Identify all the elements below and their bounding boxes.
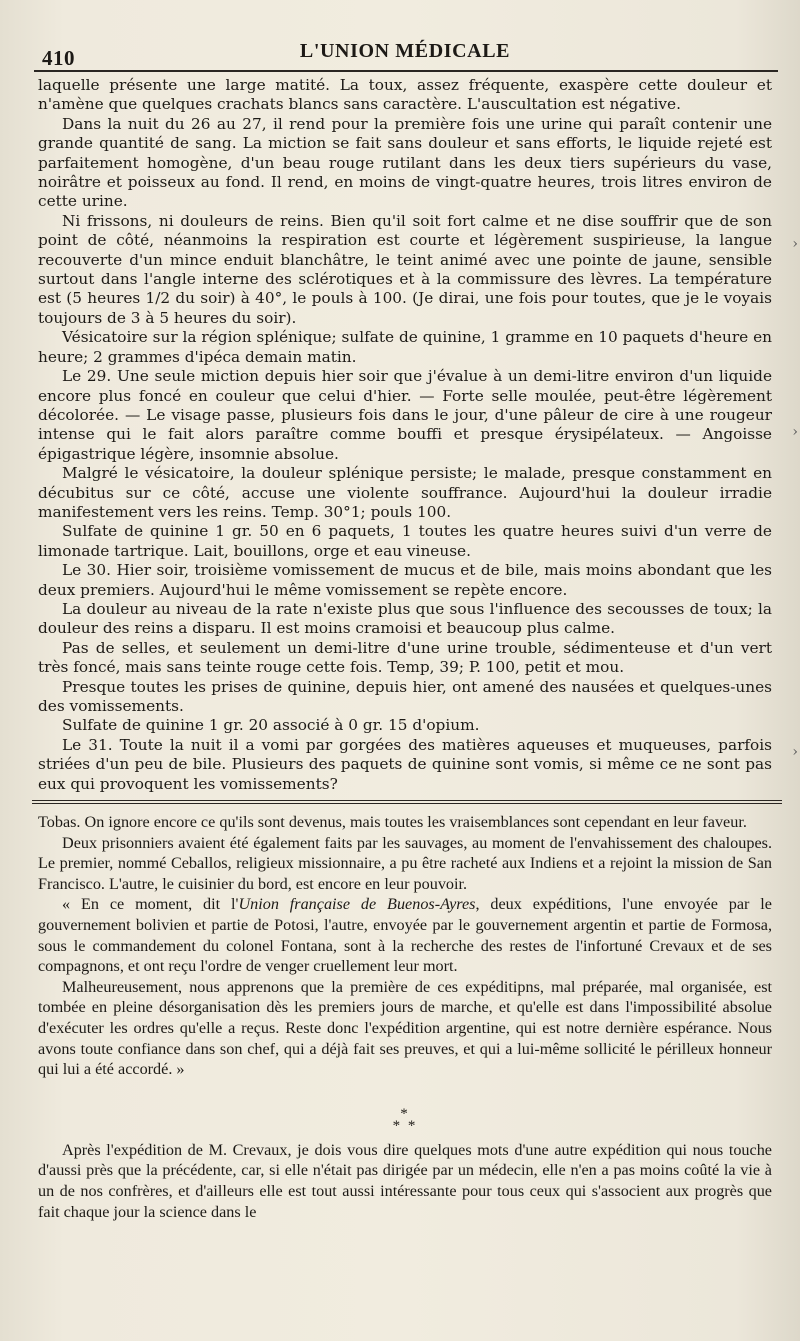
newspaper-title: Union française de Buenos-Ayres [238,895,476,914]
running-title: L'UNION MÉDICALE [299,40,511,62]
paragraph: Tobas. On ignore encore ce qu'ils sont devenus, mais toutes les vraisemblances sont cependant en leur faveur. [38,813,747,832]
paragraph: Le 29. Une seule miction depuis hier soir que j'évalue à un demi-litre environ d'un liquide encore plus foncé en couleur que celui d'hier. — Forte selle moulée, peut-être légèrement décolorée. — Le visage passe, plusieurs fois dans le jour, d'une pâleur de cire à une rougeur intense qui le fait alors paraître comme bouffi et presque érysipélateux. — Angoisse épigastrique légère, insomnie absolue. [38,367,772,463]
header-rule [34,70,778,72]
paragraph: Ni frissons, ni douleurs de reins. Bien qu'il soit fort calme et ne dise souffrir que de son point de côté, néanmoins la respiration est courte et légèrement suspirieuse, la langue recouverte d'un mince enduit blanchâtre, le teint animé avec une pointe de jaune, sensible surtout dans l'angle interne des sclérotiques et à la commissure des lèvres. La température est (5 heures 1/2 du soir) à 40°, le pouls à 100. (Je dirai, une fois pour toutes, que je le voyais toujours de 3 à 5 heures du soir). [38,211,772,327]
quoted-paragraph: « En ce moment, dit l'Union française de Buenos-Ayres, deux expéditions, l'une envoyée par le gouvernement bolivien et partie de Potosi, l'autre, envoyée par le gouvernement argentin et partie de Formosa, sous le commandement du colonel Fontana, sont à la recherche des restes de l'infortuné Crevaux et de ses compagnons, et ont reçu l'ordre de venger cruellement leur mort. [38,895,772,976]
paragraph: Dans la nuit du 26 au 27, il rend pour la première fois une urine qui paraît contenir une grande quantité de sang. La miction se fait sans douleur et sans efforts, le liquide rejeté est parfaitement homogène, d'un beau rouge rutilant dans les deux tiers supérieurs du vase, noirâtre et poisseux au fond. Il rend, en moins de vingt-quatre heures, trois litres environ de cette urine. [38,114,772,211]
paragraph: Vésicatoire sur la région splénique; sulfate de quinine, 1 gramme en 10 paquets d'heure en heure; 2 grammes d'ipéca demain matin. [38,328,772,366]
page-number: 410 [42,46,75,70]
clinical-case-column [38,76,772,794]
margin-mark: › [792,424,798,440]
paragraph: Sulfate de quinine 1 gr. 50 en 6 paquets, 1 toutes les quatre heures suivi d'un verre de limonade tartrique. Lait, bouillons, orge et eau vineuse. [38,522,772,560]
paragraph: Malgré le vésicatoire, la douleur splénique persiste; le malade, presque constamment en décubitus sur ce côté, accuse une violente souffrance. Aujourd'hui la douleur irradie manifestement vers les reins. Temp. 30°1; pouls 100. [38,464,772,521]
margin-mark: › [792,236,798,252]
paragraph: Pas de selles, et seulement un demi-litre d'une urine trouble, sédimenteuse et d'un vert très foncé, mais sans teinte rouge cette fois. Temp, 39; P. 100, petit et mou. [38,638,772,677]
asterism: * * * [392,1105,418,1134]
paragraph: Sulfate de quinine 1 gr. 20 associé à 0 gr. 15 d'opium. [62,716,480,735]
feuilleton-column [38,812,772,1222]
paragraph: Deux prisonniers avaient été également faits par les sauvages, au moment de l'envahissement des chaloupes. Le premier, nommé Ceballos, religieux missionnaire, a pu être racheté aux Indiens et a rejoint la mission de San Francisco. L'autre, le cuisinier du bord, est encore en leur pouvoir. [38,833,772,893]
margin-mark: › [792,744,798,760]
paragraph: La douleur au niveau de la rate n'existe plus que sous l'influence des secousses de toux; la douleur des reins a disparu. Il est moins cramoisi et beaucoup plus calme. [38,599,772,638]
paragraph: Presque toutes les prises de quinine, depuis hier, ont amené des nausées et quelques-unes des vomissements. [38,677,772,715]
paragraph: Après l'expédition de M. Crevaux, je dois vous dire quelques mots d'une autre expédition qui nous touche d'aussi près que la précédente, car, si elle n'était pas dirigée par un médecin, elle n'en a pas moins coûté la vie à un de nos confrères, et d'ailleurs elle est tout aussi intéressante pour tous ceux qui s'associent aux progrès que fait chaque jour la science dans le [38,1140,772,1221]
paragraph: Le 30. Hier soir, troisième vomissement de mucus et de bile, mais moins abondant que les deux premiers. Aujourd'hui le même vomissement se repète encore. [38,561,772,599]
page-header [38,36,772,70]
paragraph: Malheureusement, nous apprenons que la première de ces expéditipns, mal préparée, mal organisée, est tombée en pleine désorganisation dès les premiers jours de marche, et qu'elle est dans l'impossibilité absolue d'exécuter les ordres qu'elle a reçus. Reste donc l'expédition argentine, qui est notre dernière espérance. Nous avons toute confiance dans son chef, qui a déjà fait ses preuves, et qui a lui-même sollicité le périlleux honneur qui lui a été accordé. » [38,977,772,1079]
paragraph: laquelle présente une large matité. La toux, assez fréquente, exaspère cette douleur et n'amène que quelques crachats blancs sans caractère. L'auscultation est négative. [38,76,772,114]
section-separator [32,800,782,804]
paragraph: Le 31. Toute la nuit il a vomi par gorgées des matières aqueuses et muqueuses, parfois striées d'un peu de bile. Plusieurs des paquets de quinine sont vomis, si même ce ne sont pas eux qui provoquent les vomissements? [38,735,772,793]
